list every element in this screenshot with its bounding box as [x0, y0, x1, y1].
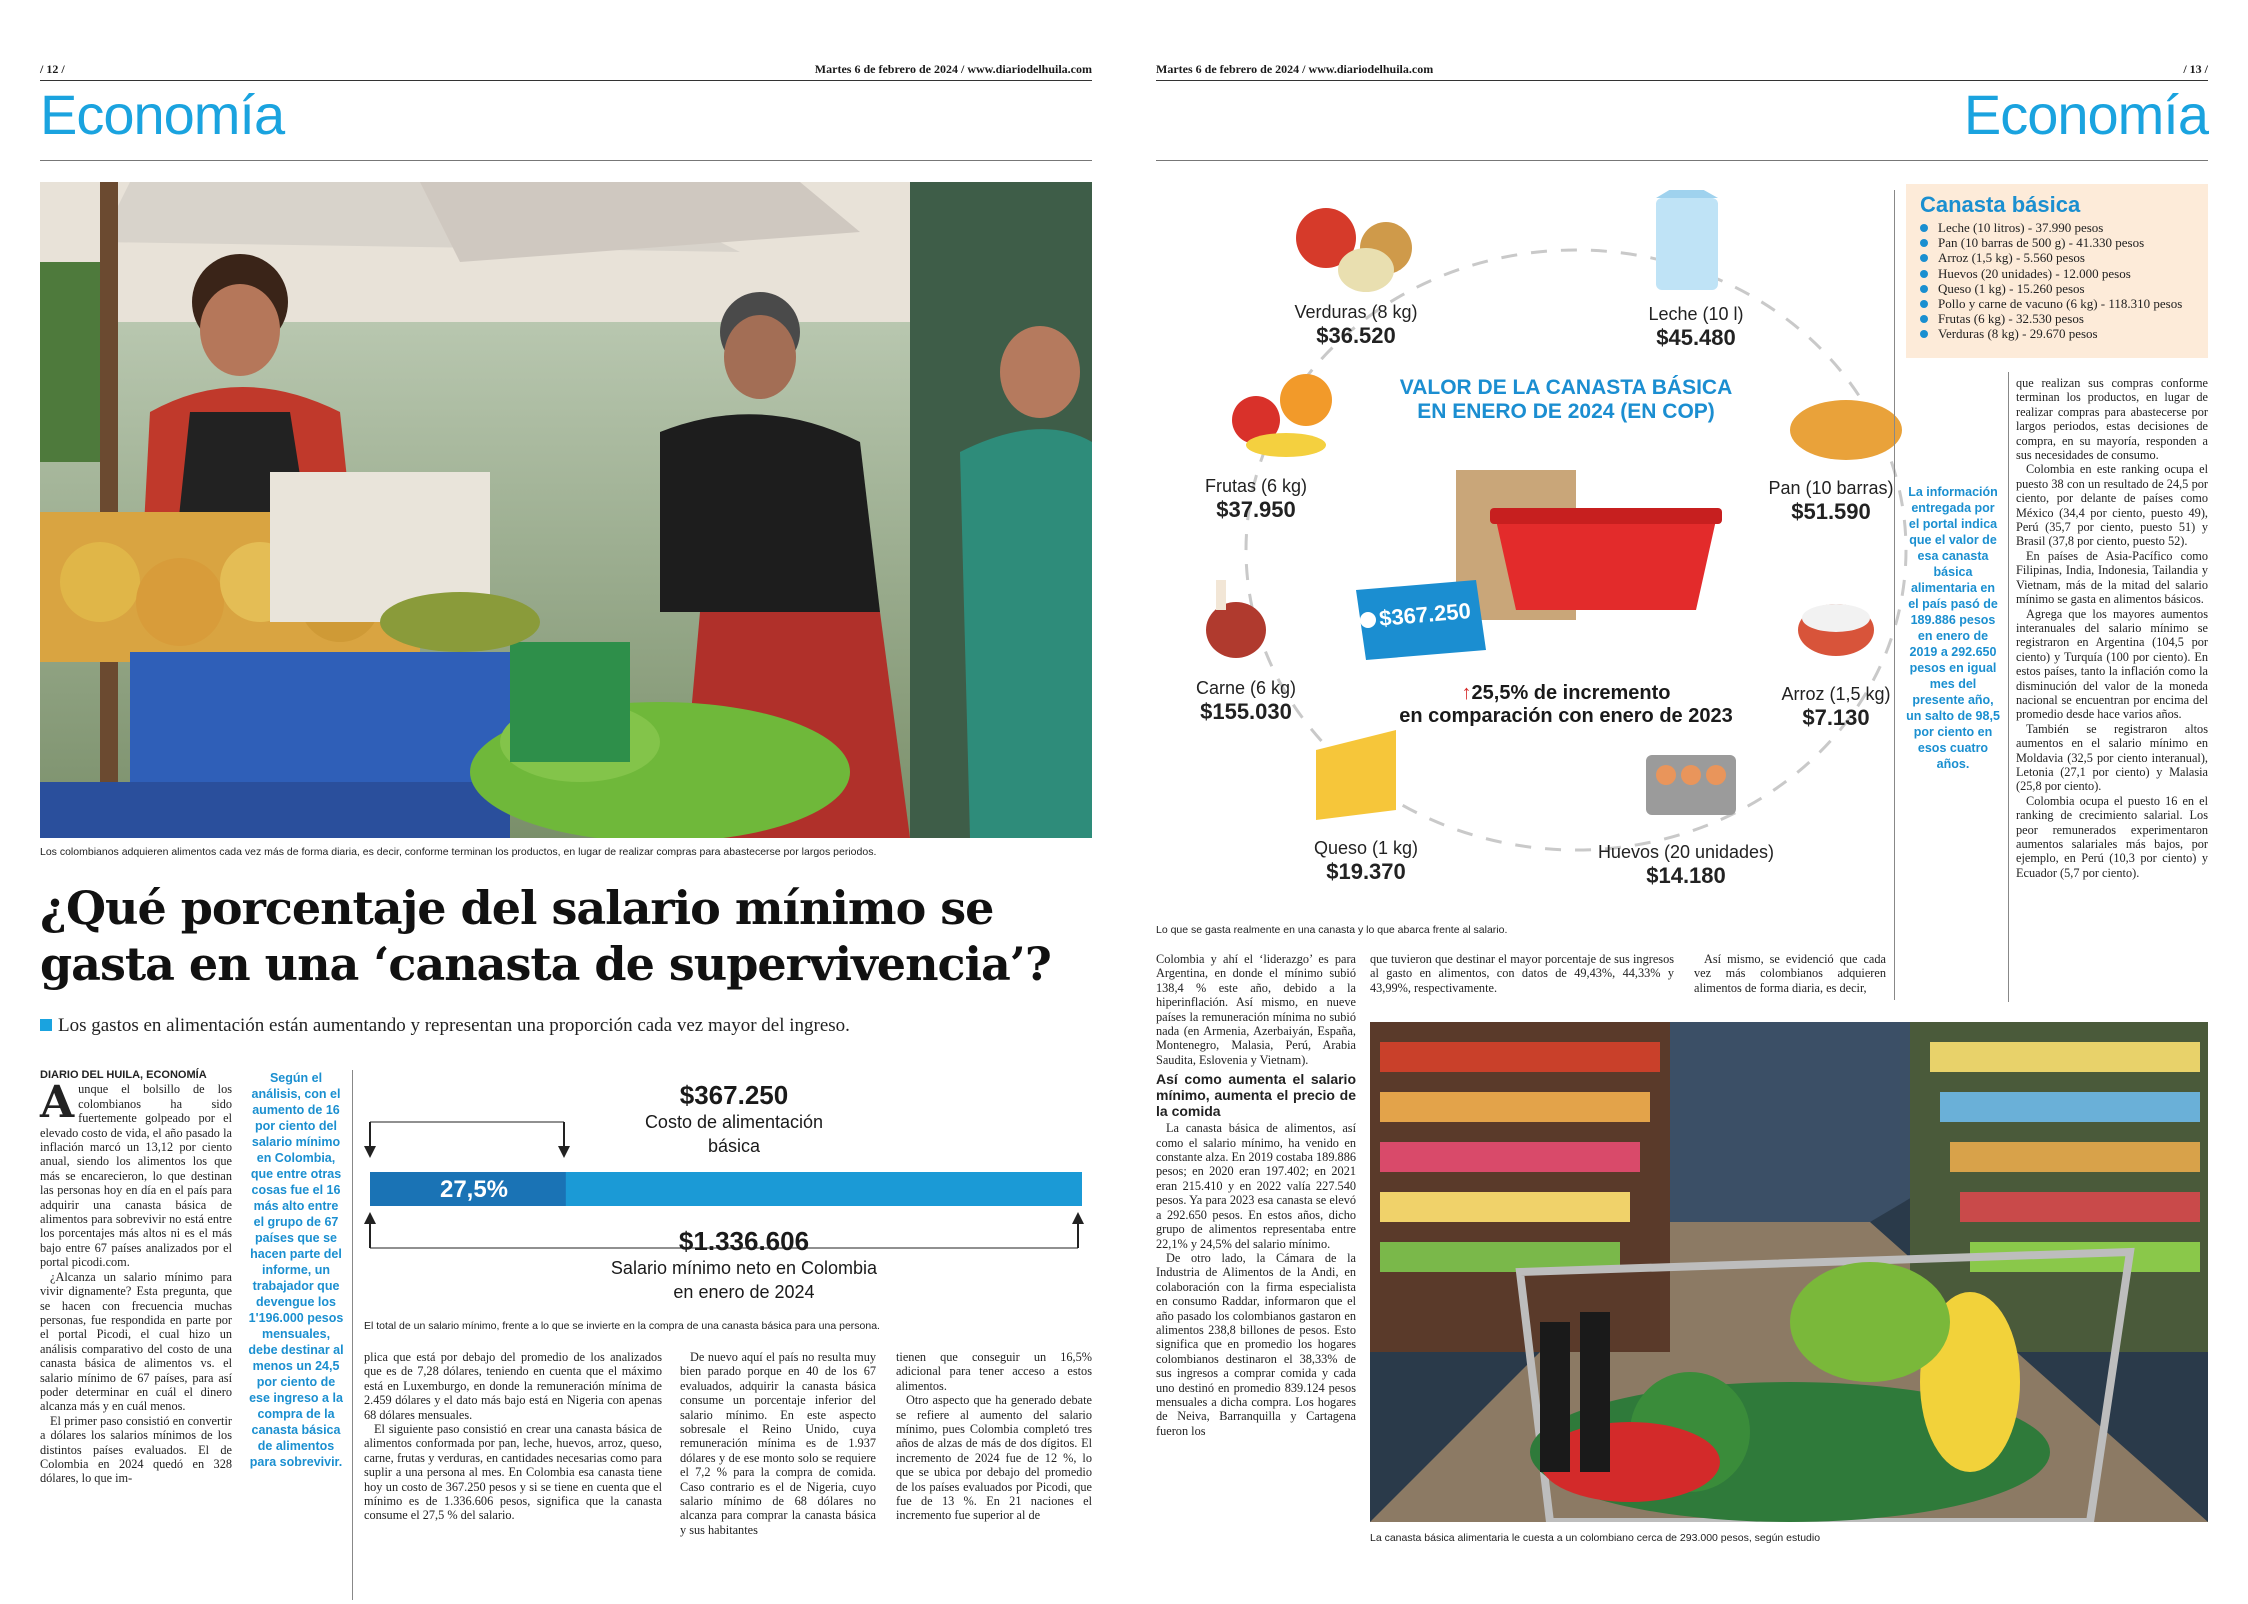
- food-cost-label-2: básica: [707, 1136, 761, 1156]
- salary-value: $1.336.606: [678, 1226, 810, 1256]
- milk-icon: [1656, 198, 1718, 290]
- header-rule: [1156, 80, 2208, 81]
- paragraph: De nuevo aquí el país no resulta muy bien parado porque en 40 de los 67 evaluados, adquirir la canasta básica consume un porcentaje inferior del salario mínimo. En este aspecto sobresale el Reino Unido, cuya remuneración mínima es de 1.937 dólares y de ese monto solo se requiere el 7,2 % para la compra de comida. Caso contrario es el de Nigeria, cuyo salario mínimo de 68 dólares no alcanza para comprar la canasta básica y sus habitantes: [680, 1350, 876, 1537]
- cheese-icon: [1316, 730, 1396, 820]
- drop-cap: A: [40, 1077, 75, 1129]
- food-cost-value: $367.250: [679, 1080, 789, 1110]
- salary-label: Salario mínimo neto en Colombia: [610, 1258, 878, 1278]
- item-name: Verduras (8 kg): [1294, 302, 1418, 322]
- list-item: Verduras (8 kg) - 29.670 pesos: [1920, 326, 2208, 341]
- pullquote: Según el análisis, con el aumento de 16 por ciento del salario mínimo en Colombia, que entre otras cosas fue el 16 más alto entre el grupo de 67 países que se hacen parte del informe, un trabajador que devengue los 1'196.000 pesos mensuales, debe destinar al menos un 24,5 por ciento de ese ingreso a la compra de la canasta básica de alimentos para sobrevivir.: [248, 1071, 344, 1469]
- item-frutas: [1166, 476, 1346, 523]
- pullquote: La información entregada por el portal indica que el valor de esa canasta básica alimentaria en el país pasó de 189.886 pesos en enero de 2019 a 292.650 pesos en igual mes del presente año, un salto de 98,5 por ciento en esos cuatro años.: [1906, 485, 2000, 771]
- item-verduras: [1256, 302, 1456, 349]
- paragraph: Colombia ocupa el puesto 16 en el ranking de crecimiento salarial. Los peor remunerados experimentaron aumentos salariales más bajos, por ejemplo, en Perú (10,3 por ciento) y Ecuador (5,7 por ciento).: [2016, 793, 2208, 880]
- paragraph: Agrega que los mayores aumentos interanuales del salario mínimo se registraron en Argentina (104,5 por ciento) y Turquía (100 por ciento). En estos países, tanto la inflación como la disminución del valor de la moneda nacional se encuentran por encima del promedio desde hace varios años.: [2016, 606, 2208, 722]
- salary-bar-chart: [364, 1068, 1092, 1336]
- list-item: Arroz (1,5 kg) - 5.560 pesos: [1920, 250, 2208, 265]
- item-value: $45.480: [1656, 325, 1736, 350]
- food-cost-label: Costo de alimentación: [644, 1112, 824, 1132]
- column-rule: [1894, 190, 1895, 1000]
- basket-infographic: [1156, 190, 2006, 910]
- paragraph: [40, 1077, 232, 1270]
- date-site: Martes 6 de febrero de 2024 / www.diariodelhuila.com: [814, 62, 1092, 76]
- paragraph-text: unque el bolsillo de los colombianos ha sido fuertemente golpeado por el elevado costo de vida, el año pasado la inflación marcó un 13,12 por ciento anual, siendo los alimentos los que más se encarecieron, lo que destinan las personas hoy en día en el país para adquirir una canasta básica de alimentos para sobrevivir no está entre los porcentajes más altos ni es el más bajo entre 67 países analizados por el portal picodi.com.: [40, 1082, 232, 1270]
- paragraph: En países de Asia-Pacífico como Filipinas, India, Indonesia, Tailandia y Vietnam, más de la mitad del salario mínimo se gasta en alimentos básicos.: [2016, 548, 2208, 607]
- item-value: $19.370: [1326, 859, 1406, 884]
- section-rule: [40, 160, 1092, 161]
- paragraph: que realizan sus compras conforme terminan los productos, en lugar de realizar compras para abastecerse por largos periodos, estas decisiones de compra, en su mayoría, responden a sus necesidades de consumo.: [2016, 376, 2208, 463]
- item-value: $14.180: [1646, 863, 1726, 888]
- list-item: Leche (10 litros) - 37.990 pesos: [1920, 220, 2208, 235]
- list-item: Pollo y carne de vacuno (6 kg) - 118.310 pesos: [1920, 296, 2208, 311]
- paragraph: ¿Alcanza un salario mínimo para vivir dignamente? Esta pregunta, que se hacen con frecuencia muchas personas, fue respondida en parte por el portal Picodi, el cual hizo un análisis comparativo del costo de una canasta básica de alimentos vs. el salario mínimo de 67 países, para así poder determinar en cuál el dinero alcanza más y en cuál menos.: [40, 1269, 232, 1414]
- page-number: / 12 /: [40, 62, 65, 76]
- article-column-3: [364, 1350, 662, 1523]
- section-title: Economía: [40, 83, 285, 146]
- arrow-up-icon: ↑: [1461, 682, 1472, 704]
- basket-box-title: Canasta básica: [1920, 192, 2081, 217]
- item-huevos: [1556, 842, 1816, 889]
- item-value: $7.130: [1802, 705, 1870, 730]
- headline-line-2: gasta en una ‘canasta de supervivencia’?: [40, 937, 1051, 991]
- paragraph: Así mismo, se evidenció que cada vez más colombianos adquieren alimentos de forma diaria, es decir,: [1694, 952, 1886, 995]
- item-value: $51.590: [1791, 499, 1871, 524]
- item-name: Arroz (1,5 kg): [1781, 684, 1891, 704]
- paragraph: plica que está por debajo del promedio de los analizados que es de 7,28 dólares, teniendo en cuenta que el máximo está en Luxemburgo, en donde la remuneración mínima de 2.459 dólares y el dato más bajo está en Nigeria con apenas 68 dólares mensuales.: [364, 1350, 662, 1422]
- basket-list-box: [1906, 184, 2208, 358]
- right-page: [1124, 0, 2248, 1604]
- item-carne: [1156, 678, 1336, 725]
- header-rule: [40, 80, 1092, 81]
- item-name: Huevos (20 unidades): [1597, 842, 1775, 862]
- basket-total: $367.250: [1378, 598, 1472, 631]
- paragraph: La canasta básica de alimentos, así como el salario mínimo, ha venido en constante alza. En 2019 costaba 189.886 pesos; en 2020 eran 197.402; en 2021 eran 215.410 y en 2022 valía 227.540 pesos. Ya para 2023 esa canasta se elevó a 292.650 pesos. En estos años, dicho grupo de alimentos representaba entre 22,1% y 24,5% del salario mínimo.: [1156, 1121, 1356, 1251]
- list-item: Frutas (6 kg) - 32.530 pesos: [1920, 311, 2208, 326]
- infographic-title-1: VALOR DE LA CANASTA BÁSICA: [1399, 376, 1733, 399]
- infographic-caption: Lo que se gasta realmente en una canasta y lo que abarca frente al salario.: [1156, 924, 1508, 936]
- list-item: Pan (10 barras de 500 g) - 41.330 pesos: [1920, 235, 2208, 250]
- basket-list: [1920, 220, 2208, 342]
- paragraph: El primer paso consistió en convertir a dólares los salarios mínimos de los distintos países evaluados. El de Colombia en 2024 quedó en 328 dólares, lo que im-: [40, 1413, 232, 1486]
- increase-line-1-text: 25,5% de incremento: [1471, 682, 1671, 704]
- item-queso: [1276, 838, 1456, 885]
- item-name: Pan (10 barras): [1768, 478, 1894, 498]
- subheading: Así como aumenta el salario mínimo, aumenta el precio de la comida: [1156, 1071, 1356, 1120]
- paragraph: El siguiente paso consistió en crear una canasta básica de alimentos conformada por pan, leche, huevos, arroz, queso, carne, frutas y verduras, en cantidades necesarias como para suplir a una persona al mes. En Colombia esa canasta tiene hoy un costo de 367.250 pesos y si se tiene en cuenta que el mínimo es de 1.336.606 pesos, significa que la canasta consume el 27,5 % del salario.: [364, 1422, 662, 1523]
- subhead: [40, 1015, 850, 1037]
- article-column-4: [680, 1350, 876, 1537]
- article-column-2: [1370, 952, 1674, 995]
- article-column-1: [1156, 952, 1356, 1438]
- list-item: Queso (1 kg) - 15.260 pesos: [1920, 281, 2208, 296]
- paragraph: De otro lado, la Cámara de la Industria de Alimentos de la Andi, en colaboración con la firma especialista en consumo Raddar, informaron que el año pasado los colombianos gastaron en alimentos 238,8 billones de pesos. Esto significa que en promedio los hogares colombianos destinaron el 38,33% de sus ingresos a comprar comida y cada uno destinó en promedio 839.124 pesos mensuales a dicha compra. Los hogares de Neiva, Barranquilla y Cartagena fueron los: [1156, 1250, 1356, 1438]
- supermarket-photo: [1370, 1022, 2208, 1522]
- paragraph: que tuvieron que destinar el mayor porcentaje de sus ingresos al gasto en alimentos, con datos de 49,43%, 44,33% y 43,99%, respectivamente.: [1370, 952, 1674, 995]
- item-name: Frutas (6 kg): [1204, 476, 1308, 496]
- item-leche: [1596, 304, 1796, 351]
- paragraph: Colombia y ahí el ‘liderazgo’ es para Argentina, en donde el mínimo subió 138,4 % este año, debido a la hiperinflación. Así mismo, en nueve países la remuneración mínima no subió nada (en Armenia, Azerbaiyán, España, Montenegro, Malasia, Perú, Arabia Saudita, Eslovenia y Vietnam).: [1156, 952, 1356, 1067]
- section-rule: [1156, 160, 2208, 161]
- byline: DIARIO DEL HUILA, ECONOMÍA: [40, 1069, 207, 1081]
- subhead-text: Los gastos en alimentación están aumentando y representan una proporción cada vez mayor del ingreso.: [58, 1015, 850, 1036]
- meat-icon: [1206, 602, 1266, 658]
- infographic-title: [1316, 376, 1816, 424]
- percent-label: 27,5%: [439, 1176, 509, 1203]
- paragraph: Colombia en este ranking ocupa el puesto 38 con un resultado de 24,5 por ciento, por delante de países como México (34,4 por ciento, puesto 49), Perú (35,7 por ciento, puesto 51) y Brasil (37,8 por ciento, puesto 52).: [2016, 462, 2208, 549]
- date-site: Martes 6 de febrero de 2024 / www.diariodelhuila.com: [1156, 62, 1434, 76]
- paragraph: Otro aspecto que ha generado debate se refiere al aumento del salario mínimo, pues Colombia completó tres años de alzas de más de dos dígitos. El incremento de 2024 fue de 12 %, lo que se ubica por debajo del promedio de los países evaluados por Picodi, que fue de 13 %. En 21 naciones el incremento fue superior al de: [896, 1393, 1092, 1523]
- supermarket-caption: La canasta básica alimentaria le cuesta a un colombiano cerca de 293.000 pesos, según estudio: [1370, 1532, 1821, 1544]
- article-column-1: [40, 1068, 232, 1486]
- item-name: Leche (10 l): [1648, 304, 1744, 324]
- article-column-3: [1694, 952, 1886, 995]
- market-photo: [40, 182, 1092, 838]
- photo-caption: Los colombianos adquieren alimentos cada vez más de forma diaria, es decir, conforme terminan los productos, en lugar de realizar compras para abastecerse por largos periodos.: [40, 846, 877, 858]
- column-rule: [2008, 372, 2009, 1002]
- infographic-title-2: EN ENERO DE 2024 (EN COP): [1417, 400, 1715, 423]
- item-value: $155.030: [1200, 699, 1292, 724]
- basket-icon: [1496, 520, 1716, 610]
- list-item: Huevos (20 unidades) - 12.000 pesos: [1920, 266, 2208, 281]
- column-rule: [352, 1070, 353, 1600]
- article-column-right: [2016, 376, 2208, 880]
- headline: [40, 880, 1051, 992]
- paragraph: tienen que conseguir un 16,5% adicional para tener acceso a estos alimentos.: [896, 1350, 1092, 1393]
- salary-label-2: en enero de 2024: [673, 1282, 815, 1302]
- item-value: $36.520: [1316, 323, 1396, 348]
- item-name: Queso (1 kg): [1313, 838, 1419, 858]
- section-title: Economía: [1963, 83, 2208, 146]
- chart-caption: El total de un salario mínimo, frente a lo que se invierte en la compra de una canasta básica para una persona.: [364, 1320, 880, 1332]
- paragraph: También se registraron altos aumentos en el salario mínimo en Moldavia (32,5 por ciento interanual), Letonia (27,1 por ciento) y Malasia (25,8 por ciento).: [2016, 721, 2208, 794]
- square-bullet-icon: [40, 1019, 52, 1031]
- item-value: $37.950: [1216, 497, 1296, 522]
- increase-line-2: en comparación con enero de 2023: [1399, 705, 1733, 727]
- item-name: Carne (6 kg): [1195, 678, 1297, 698]
- article-column-5: [896, 1350, 1092, 1523]
- item-pan: [1726, 478, 1936, 525]
- headline-line-1: ¿Qué porcentaje del salario mínimo se: [40, 881, 994, 935]
- page-number: / 13 /: [2183, 62, 2208, 76]
